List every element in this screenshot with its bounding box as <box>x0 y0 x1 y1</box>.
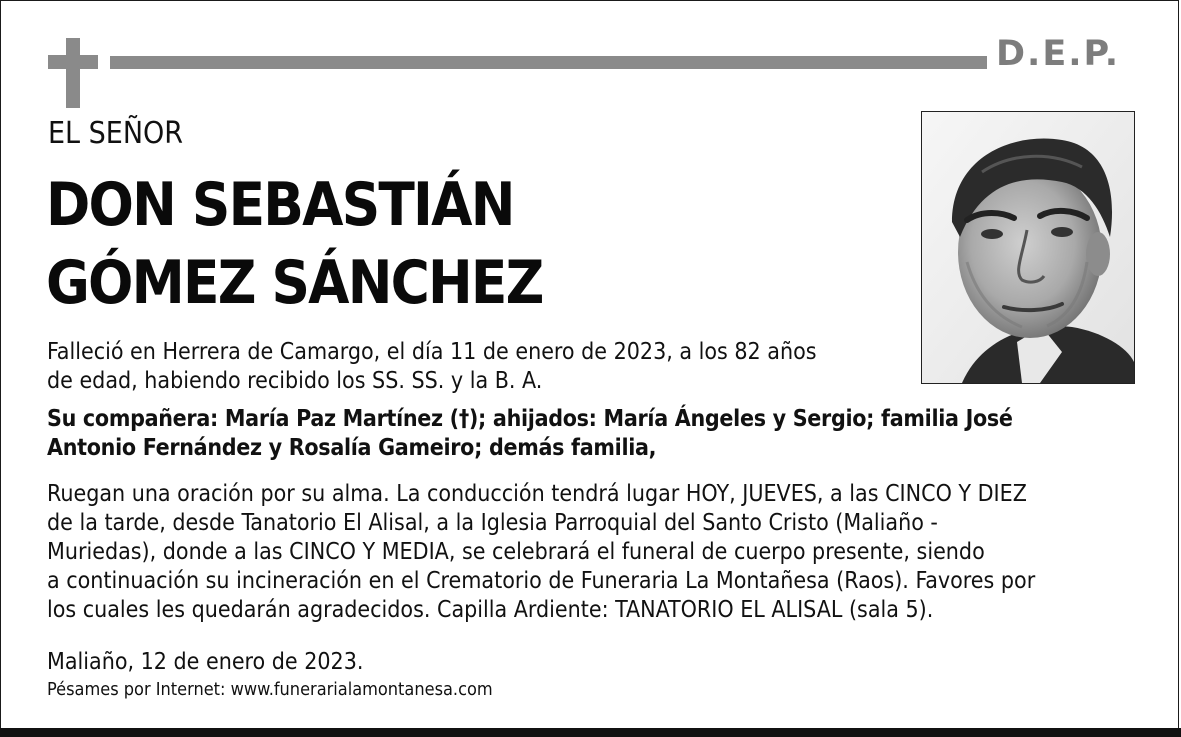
family-list <box>47 405 1013 463</box>
cross-icon <box>48 38 98 108</box>
place-date: Maliaño, 12 de enero de 2023. <box>47 649 364 675</box>
service-line-2: de la tarde, desde Tanatorio El Alisal, a la Iglesia Parroquial del Santo Cristo (Maliaño - <box>47 510 938 536</box>
portrait-illustration <box>922 112 1134 383</box>
footer-rule <box>0 728 1181 737</box>
service-line-4: a continuación su incineración en el Crematorio de Funeraria La Montañesa (Raos). Favores por <box>47 568 1036 594</box>
death-line-1: Falleció en Herrera de Camargo, el día 11 de enero de 2023, a los 82 años <box>47 339 817 365</box>
portrait-photo <box>921 111 1135 384</box>
salutation: EL SEÑOR <box>48 116 184 151</box>
death-notice <box>47 338 817 396</box>
condolences-line: Pésames por Internet: www.funerarialamontanesa.com <box>47 679 493 700</box>
family-line-1: Su compañera: María Paz Martínez (†); ahijados: María Ángeles y Sergio; familia José <box>47 406 1013 432</box>
service-line-3: Muriedas), donde a las CINCO Y MEDIA, se celebrará el funeral de cuerpo presente, siendo <box>47 539 985 565</box>
dep-heading: D.E.P. <box>996 34 1121 74</box>
header-rule <box>110 56 987 69</box>
death-line-2: de edad, habiendo recibido los SS. SS. y la B. A. <box>47 368 543 394</box>
name-line-2: GÓMEZ SÁNCHEZ <box>46 248 543 318</box>
family-line-2: Antonio Fernández y Rosalía Gameiro; demás familia, <box>47 435 657 461</box>
name-line-1: DON SEBASTIÁN <box>46 170 514 240</box>
service-details <box>47 480 1035 625</box>
service-line-1: Ruegan una oración por su alma. La conducción tendrá lugar HOY, JUEVES, a las CINCO Y DIEZ <box>47 481 1027 507</box>
deceased-name <box>46 166 543 322</box>
service-line-5: los cuales les quedarán agradecidos. Capilla Ardiente: TANATORIO EL ALISAL (sala 5). <box>47 597 934 623</box>
